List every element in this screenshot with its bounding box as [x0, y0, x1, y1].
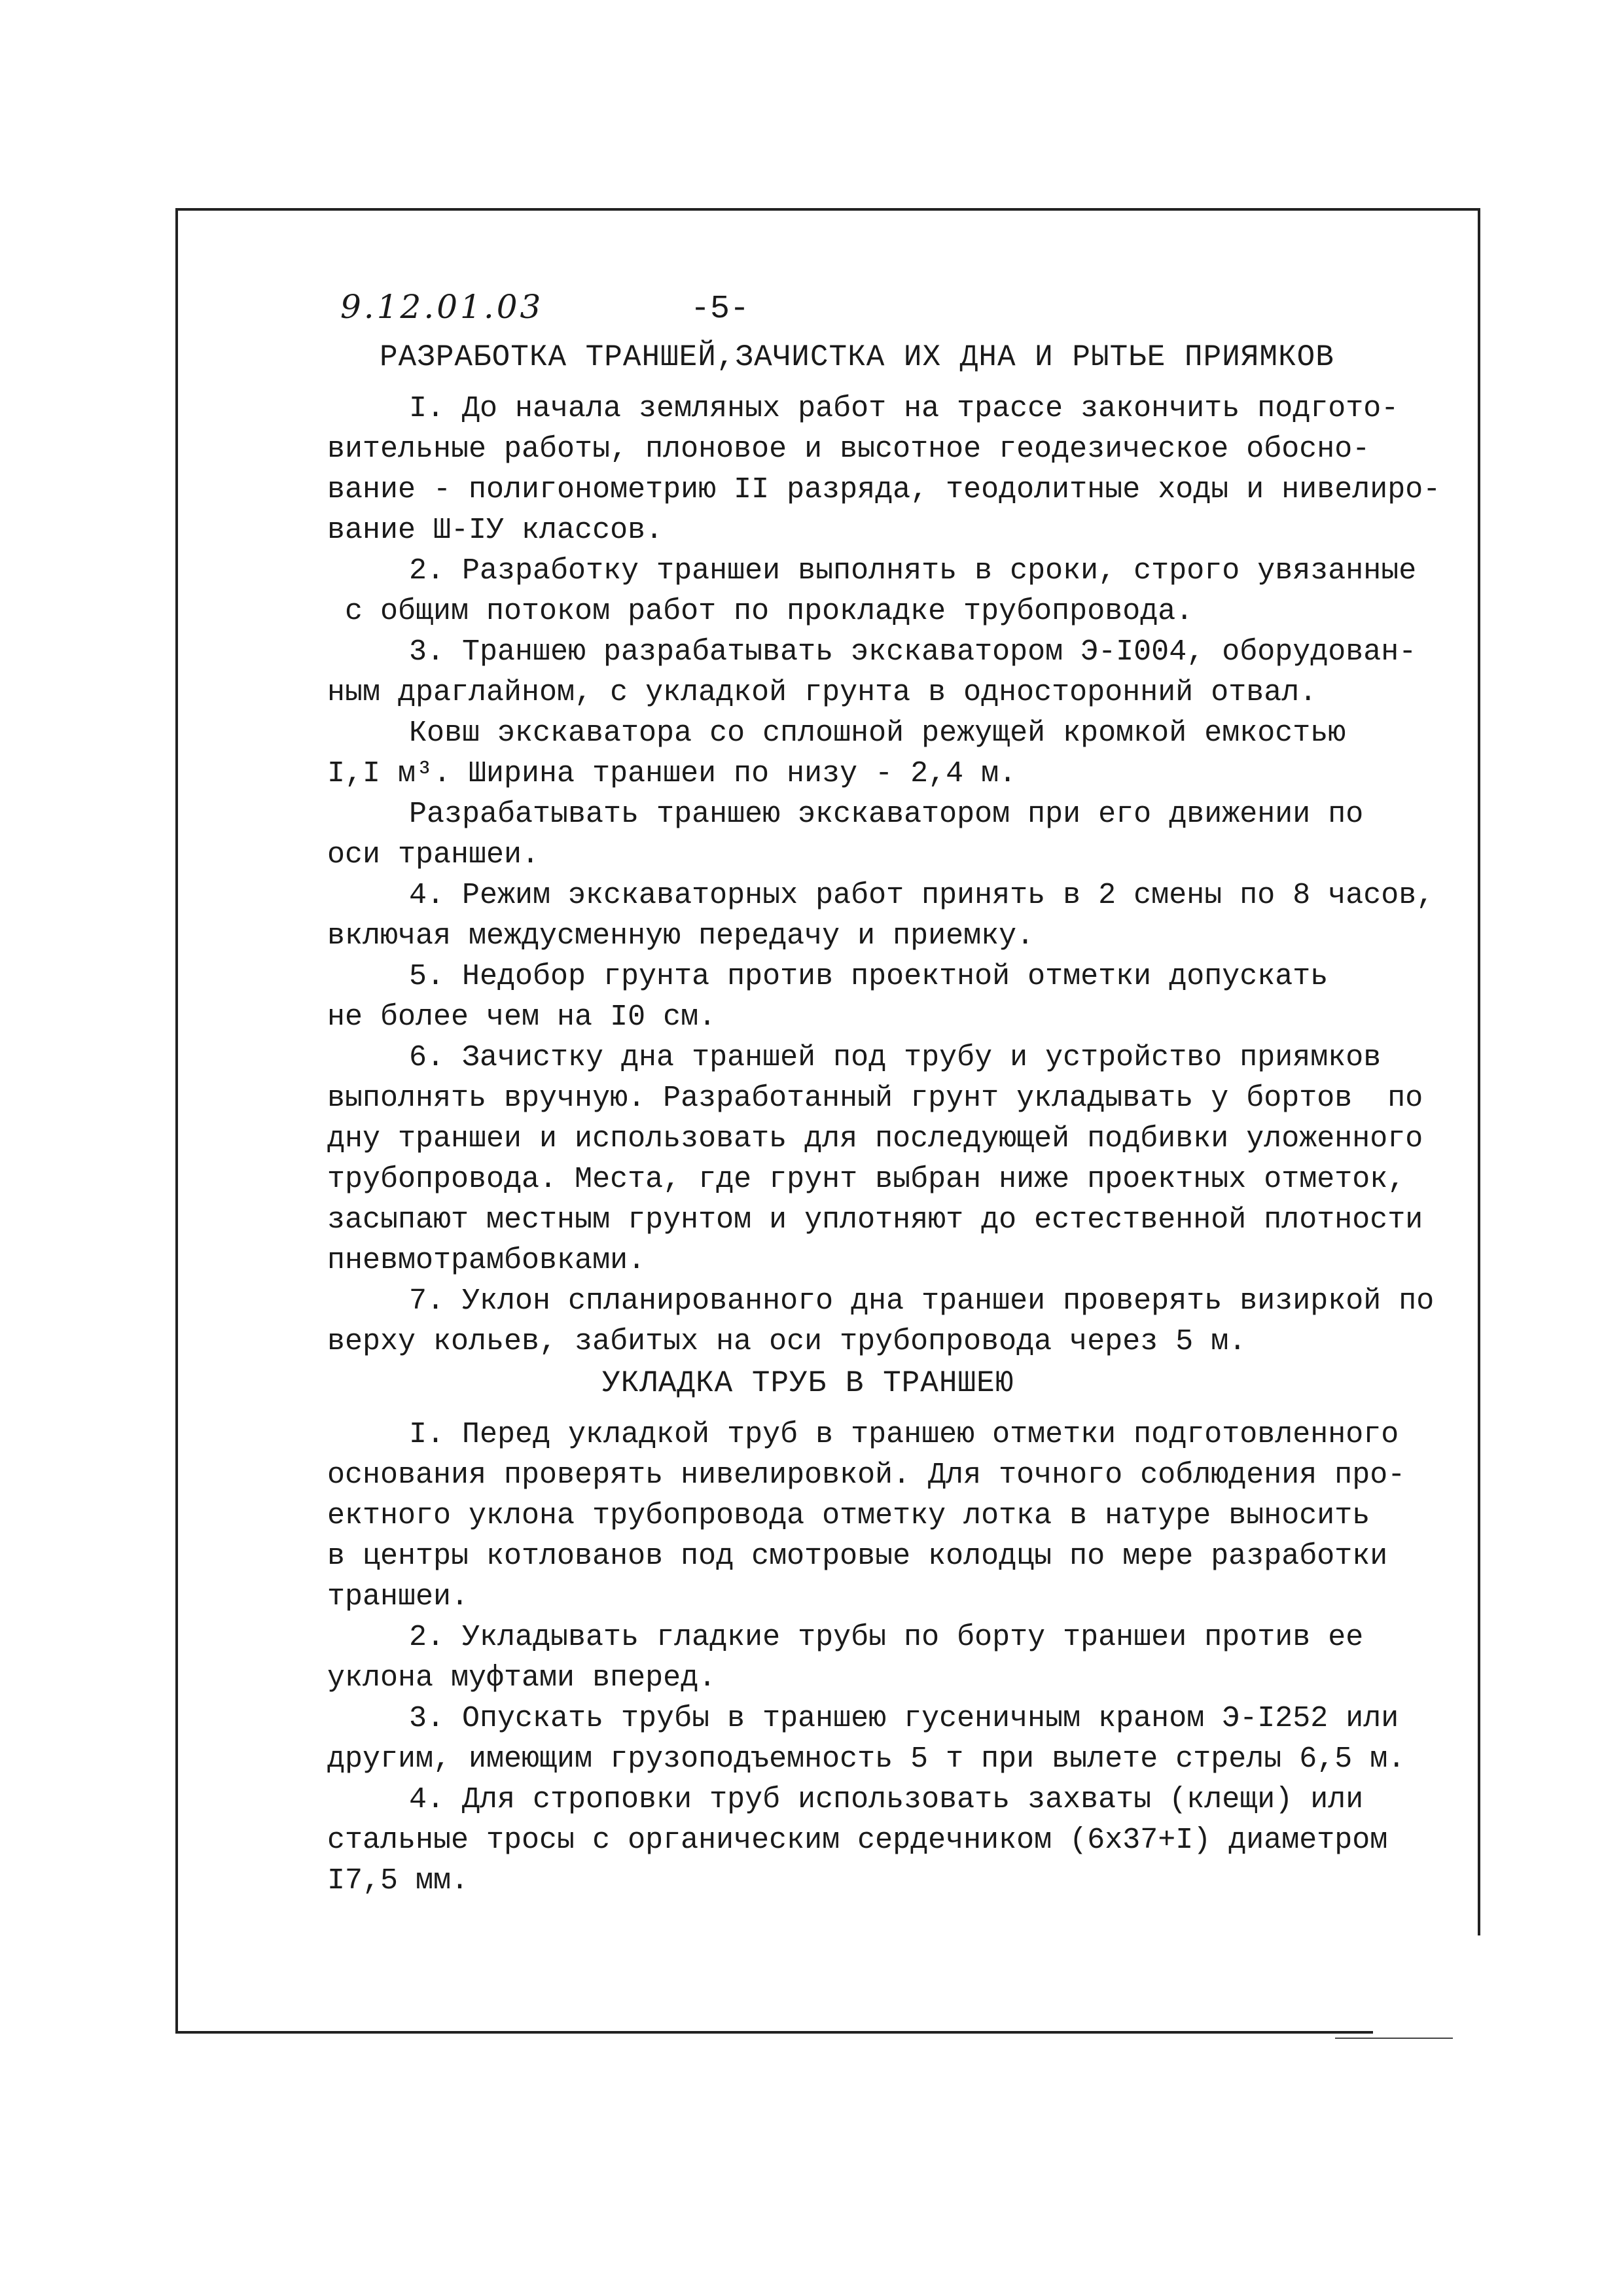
- paragraph: [327, 875, 1440, 957]
- paragraph-first-line: 6. Зачистку дна траншей под трубу и устройство приямков: [409, 1041, 1382, 1074]
- page-frame-bottom-border: [175, 2031, 1373, 2034]
- paragraph-first-line: 7. Уклон спланированного дна траншеи проверять визиркой по: [409, 1284, 1435, 1318]
- paragraph: [327, 1038, 1440, 1281]
- paragraph-first-line: 4. Для строповки труб использовать захваты (клещи) или: [409, 1783, 1364, 1816]
- paragraph-first-line: I. Перед укладкой труб в траншею отметки подготовленного: [409, 1418, 1399, 1451]
- paragraph: [327, 1415, 1440, 1617]
- paragraph-line: вание - полигонометрию II разряда, теодолитные ходы и нивелиро-: [327, 473, 1441, 506]
- paragraph-first-line: Разрабатывать траншею экскаватором при его движении по: [409, 798, 1364, 831]
- paragraph-line: ным драглайном, с укладкой грунта в односторонний отвал.: [327, 676, 1317, 709]
- paragraph-line: в центры котлованов под смотровые колодцы по мере разработки: [327, 1540, 1388, 1573]
- paragraph-line: выполнять вручную. Разработанный грунт укладывать у бортов по: [327, 1082, 1423, 1115]
- paragraph-line: засыпают местным грунтом и уплотняют до естественной плотности: [327, 1203, 1423, 1237]
- paragraph-line: пневмотрамбовками.: [327, 1244, 646, 1277]
- paragraph-line: другим, имеющим грузоподъемность 5 т при вылете стрелы 6,5 м.: [327, 1742, 1406, 1776]
- paragraph-line: вительные работы, плоновое и высотное геодезическое обосно-: [327, 433, 1370, 466]
- page-frame-top-border: [177, 208, 1480, 211]
- paragraph-line: I7,5 мм.: [327, 1864, 469, 1898]
- paragraph-line: вание Ш-IУ классов.: [327, 514, 664, 547]
- paragraph-line: не более чем на I0 см.: [327, 1000, 717, 1034]
- paragraph-line: ектного уклона трубопровода отметку лотка в натуре выносить: [327, 1499, 1370, 1532]
- paragraph-first-line: 3. Траншею разрабатывать экскаватором Э-I004, оборудован-: [409, 635, 1417, 669]
- page-frame-left-border: [175, 208, 178, 2031]
- section-title: УКЛАДКА ТРУБ В ТРАНШЕЮ: [602, 1366, 1014, 1400]
- paragraph-line: с общим потоком работ по прокладке трубопровода.: [327, 595, 1194, 628]
- document-code: 9.12.01.03: [340, 288, 544, 326]
- paragraph: [327, 551, 1440, 632]
- paragraph-line: траншеи.: [327, 1580, 469, 1614]
- paragraph-first-line: 4. Режим экскаваторных работ принять в 2 смены по 8 часов,: [409, 879, 1435, 912]
- paragraph-line: дну траншеи и использовать для последующей подбивки уложенного: [327, 1122, 1423, 1156]
- paragraph-line: трубопровода. Места, где грунт выбран ниже проектных отметок,: [327, 1163, 1406, 1196]
- page-header: [327, 281, 1440, 340]
- paragraph: [327, 713, 1440, 794]
- paragraph: [327, 1699, 1440, 1780]
- paragraph-first-line: Ковш экскаватора со сплошной режущей кромкой емкостью: [409, 716, 1346, 750]
- paragraph: [327, 632, 1440, 713]
- paragraph: [327, 1617, 1440, 1699]
- paragraph-line: стальные тросы с органическим сердечником (6х37+I) диаметром: [327, 1824, 1388, 1857]
- paragraph-first-line: 5. Недобор грунта против проектной отметки допускать: [409, 960, 1329, 993]
- page-frame-bottom-right-line: [1335, 2038, 1453, 2039]
- page-frame-right-border: [1478, 208, 1480, 1935]
- section-title: РАЗРАБОТКА ТРАНШЕЙ,ЗАЧИСТКА ИХ ДНА И РЫТЬЕ ПРИЯМКОВ: [380, 340, 1334, 374]
- paragraph-line: уклона муфтами вперед.: [327, 1661, 717, 1695]
- section-trench-excavation: [327, 340, 1440, 1362]
- document-page: [327, 281, 1440, 1901]
- paragraph-first-line: I. До начала земляных работ на трассе закончить подгото-: [409, 392, 1399, 425]
- paragraph-line: оси траншеи.: [327, 838, 540, 872]
- paragraph-line: включая междусменную передачу и приемку.: [327, 919, 1035, 953]
- paragraph: [327, 389, 1440, 551]
- page-number: -5-: [690, 291, 750, 328]
- paragraph-line: I,I м³. Ширина траншеи по низу - 2,4 м.: [327, 757, 1017, 790]
- paragraph-first-line: 3. Опускать трубы в траншею гусеничным краном Э-I252 или: [409, 1702, 1399, 1735]
- paragraph-first-line: 2. Укладывать гладкие трубы по борту траншеи против ее: [409, 1621, 1364, 1654]
- paragraph-first-line: 2. Разработку траншеи выполнять в сроки, строго увязанные: [409, 554, 1417, 588]
- paragraph-line: верху кольев, забитых на оси трубопровода через 5 м.: [327, 1325, 1247, 1358]
- paragraph: [327, 1780, 1440, 1901]
- paragraph: [327, 794, 1440, 875]
- paragraph: [327, 1281, 1440, 1362]
- paragraph: [327, 957, 1440, 1038]
- section-pipe-laying: [327, 1366, 1440, 1901]
- paragraph-line: основания проверять нивелировкой. Для точного соблюдения про-: [327, 1458, 1406, 1492]
